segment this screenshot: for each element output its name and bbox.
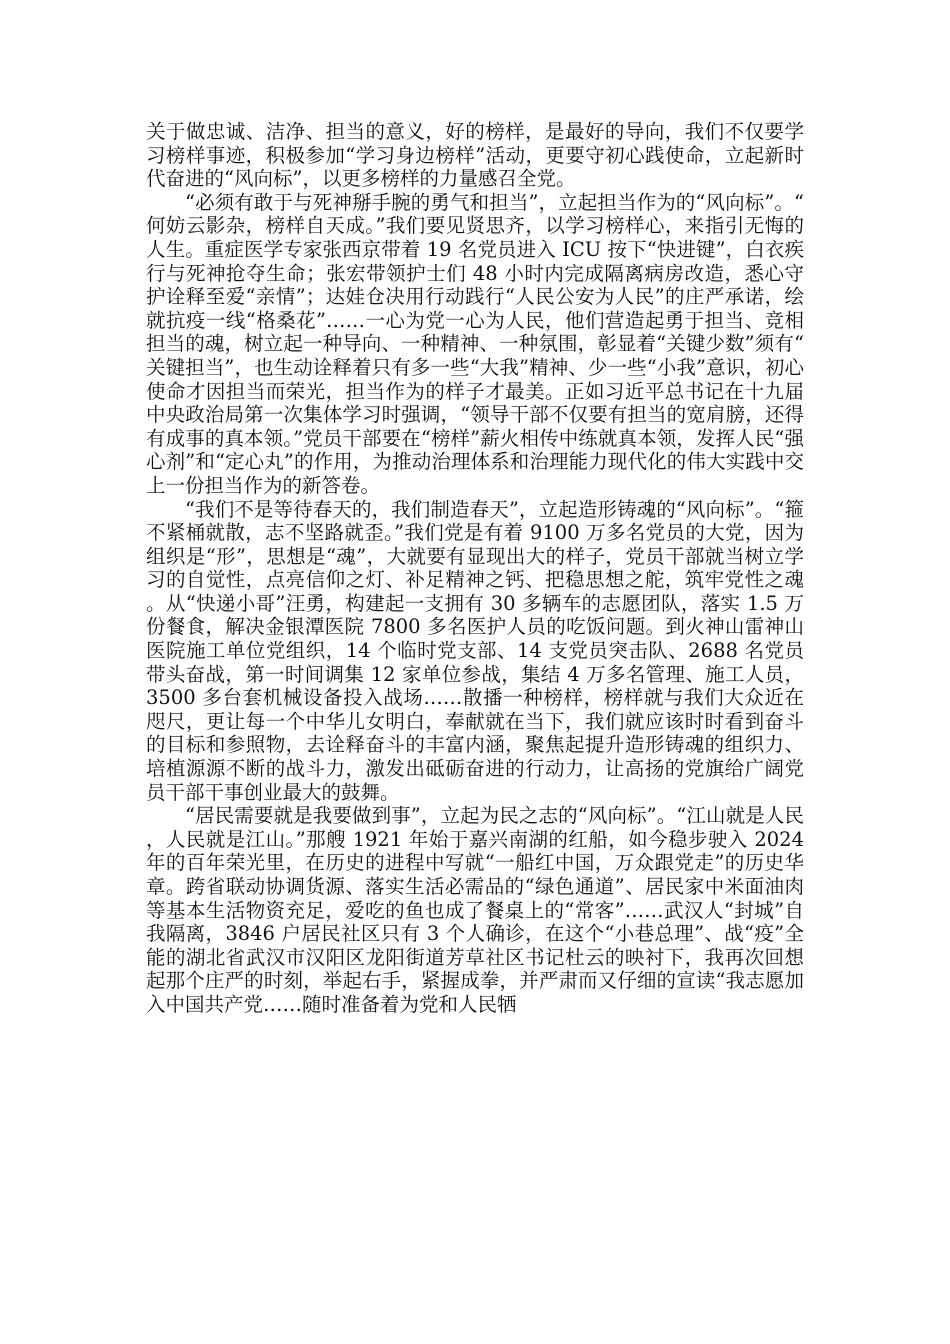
paragraph-2: “必须有敢于与死神掰手腕的勇气和担当”，立起担当作为的“风向标”。“何妨云影杂，榜样自天成。”我们要见贤思齐，以学习榜样心，来指引无悔的人生。重症医学专家张西京带着 19 名党员进入 ICU 按下“快进键”，白衣疾行与死神抢夺生命；张宏带领护士们 48 小时内完成隔离病房改造，悉心守护诠释至爱“亲情”；达娃仓决用行动践行“人民公安为人民”的庄严承诺，绘就抗疫一线“格桑花”……一心为党一心为人民，他们营造起勇于担当、竞相担当的魂，树立起一种导向、一种精神、一种氛围，彰显着“关键少数”须有“关键担当”，也生动诠释着只有多一些“大我”精神、少一些“小我”意识，初心使命才因担当而荣光，担当作为的样子才最美。正如习近平总书记在十九届中央政治局第一次集体学习时强调，“领导干部不仅要有担当的宽肩膀，还得有成事的真本领。”党员干部要在“榜样”薪火相传中练就真本领，发挥人民“强心剂”和“定心丸”的作用，为推动治理体系和治理能力现代化的伟大实践中交上一份担当作为的新答卷。 bbox=[146, 190, 804, 497]
paragraph-4: “居民需要就是我要做到事”，立起为民之志的“风向标”。“江山就是人民，人民就是江山。”那艘 1921 年始于嘉兴南湖的红船，如今稳步驶入 2024 年的百年荣光里，在历史的进程中写就“一船红中国，万众跟党走”的历史华章。跨省联动协调货源、落实生活必需品的“绿色通道”、居民家中米面油肉等基本生活物资充足，爱吃的鱼也成了餐桌上的“常客”……武汉人“封城”自我隔离，3846 户居民社区只有 3 个人确诊，在这个“小巷总理”、战“疫”全能的湖北省武汉市汉阳区龙阳街道芳草社区书记杜云的映衬下，我再次回想起那个庄严的时刻，举起右手，紧握成拳，并严肃而又仔细的宣读“我志愿加入中国共产党……随时准备着为党和人民牺 bbox=[146, 804, 804, 1016]
paragraph-3: “我们不是等待春天的，我们制造春天”，立起造形铸魂的“风向标”。“箍不紧桶就散，志不坚路就歪。”我们党是有着 9100 万多名党员的大党，因为组织是“形”，思想是“魂”，大就要有显现出大的样子，党员干部就当树立学习的自觉性，点亮信仰之灯、补足精神之钙、把稳思想之舵，筑牢党性之魂。从“快递小哥”汪勇，构建起一支拥有 30 多辆车的志愿团队，落实 1.5 万份餐食，解决金银潭医院 7800 多名医护人员的吃饭问题。到火神山雷神山医院施工单位党组织，14 个临时党支部、14 支党员突击队、2688 名党员带头奋战，第一时间调集 12 家单位参战，集结 4 万多名管理、施工人员，3500 多台套机械设备投入战场……散播一种榜样，榜样就与我们大众近在咫尺，更让每一个中华儿女明白，奉献就在当下，我们就应该时时看到奋斗的目标和参照物，去诠释奋斗的丰富内涵，聚焦起提升造形铸魂的组织力、培植源源不断的战斗力，激发出砥砺奋进的行动力，让高扬的党旗给广阔党员干部干事创业最大的鼓舞。 bbox=[146, 497, 804, 804]
document-body bbox=[146, 120, 804, 1017]
paragraph-1: 关于做忠诚、洁净、担当的意义，好的榜样，是最好的导向，我们不仅要学习榜样事迹，积极参加“学习身边榜样”活动，更要守初心践使命，立起新时代奋进的“风向标”，以更多榜样的力量感召全党。 bbox=[146, 120, 804, 191]
